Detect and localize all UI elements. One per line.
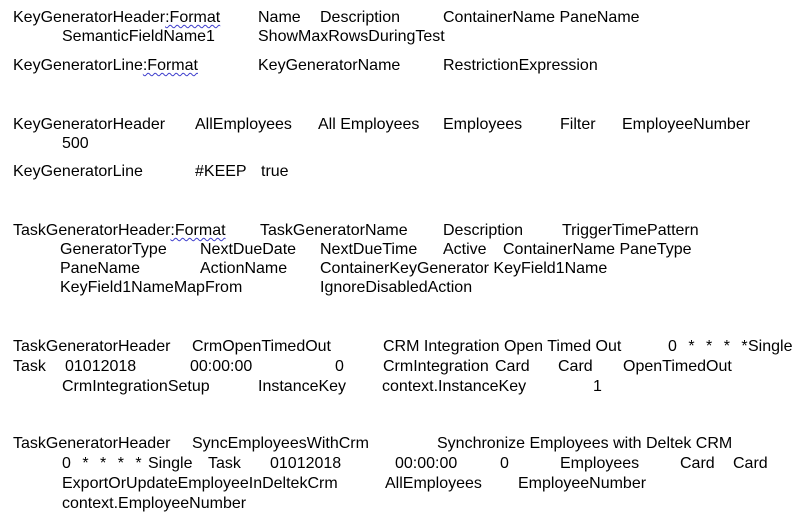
text-segment — [668, 337, 748, 356]
text-run: CrmIntegration — [383, 358, 489, 375]
text-line — [0, 221, 800, 240]
text-segment — [593, 377, 602, 396]
text-run: SemanticFieldName1 — [62, 28, 215, 45]
text-segment — [62, 494, 246, 513]
text-segment — [443, 8, 640, 27]
text-segment — [320, 259, 607, 278]
text-run: KeyGeneratorName — [258, 57, 401, 74]
text-segment — [443, 115, 522, 134]
text-segment — [195, 115, 292, 134]
text-run: 0 * * * * — [668, 338, 748, 355]
text-segment — [13, 115, 165, 134]
text-line — [0, 162, 800, 181]
text-line — [0, 8, 800, 27]
text-run: KeyField1NameMapFrom — [60, 279, 243, 296]
text-segment — [258, 8, 301, 27]
text-segment — [261, 162, 289, 181]
text-run: TaskGeneratorHeader — [13, 435, 171, 452]
text-segment — [60, 240, 167, 259]
text-run: ExportOrUpdateEmployeeInDeltekCrm — [62, 475, 338, 492]
text-run: true — [261, 163, 289, 180]
text-line — [0, 357, 800, 376]
text-run: KeyGeneratorLine — [13, 57, 143, 74]
text-segment — [258, 377, 346, 396]
text-run: EmployeeNumber — [622, 116, 751, 133]
text-run: All Employees — [318, 116, 420, 133]
spellcheck-squiggle-text: :Format — [170, 222, 226, 239]
text-segment — [13, 357, 46, 376]
text-run: KeyGeneratorLine — [13, 163, 143, 180]
text-run: Employees — [560, 455, 640, 472]
text-segment — [148, 454, 192, 473]
text-segment — [258, 56, 400, 75]
text-run: AllEmployees — [195, 116, 292, 133]
text-run: 01012018 — [65, 358, 137, 375]
text-run: PaneName — [60, 260, 141, 277]
text-segment — [62, 134, 89, 153]
text-segment — [622, 115, 750, 134]
text-line — [0, 377, 800, 396]
text-segment — [270, 454, 341, 473]
text-run: 01012018 — [270, 455, 342, 472]
text-line — [0, 434, 800, 453]
text-run: Task — [208, 455, 241, 472]
text-run: TaskGeneratorHeader — [13, 222, 171, 239]
text-run: Filter — [560, 116, 596, 133]
spellcheck-squiggle-text: :Format — [165, 9, 221, 26]
text-run: ContainerName PaneType — [503, 241, 692, 258]
text-run: Card — [733, 455, 768, 472]
text-run: context.EmployeeNumber — [62, 495, 247, 512]
text-line — [0, 56, 800, 75]
text-run: 00:00:00 — [395, 455, 458, 472]
text-run: ActionName — [200, 260, 288, 277]
text-segment — [443, 221, 523, 240]
text-segment — [623, 357, 732, 376]
text-run: 0 — [335, 358, 344, 375]
text-segment — [437, 434, 732, 453]
text-segment — [335, 357, 344, 376]
text-segment — [13, 162, 143, 181]
text-line — [0, 454, 800, 473]
text-segment — [60, 278, 242, 297]
text-segment — [13, 337, 170, 356]
text-segment — [13, 8, 220, 27]
text-segment — [383, 357, 489, 376]
text-segment — [680, 454, 715, 473]
text-segment — [62, 474, 338, 493]
text-line — [0, 240, 800, 259]
text-run: NextDueTime — [320, 241, 418, 258]
text-run: Single — [148, 455, 193, 472]
text-run: TriggerTimePattern — [562, 222, 699, 239]
text-run: Card — [558, 358, 593, 375]
text-run: ContainerName PaneName — [443, 9, 640, 26]
text-segment — [443, 240, 487, 259]
text-run: KeyGeneratorHeader — [13, 116, 166, 133]
text-segment — [208, 454, 241, 473]
text-run: Task — [13, 358, 46, 375]
text-segment — [748, 337, 792, 356]
text-run: NextDueDate — [200, 241, 297, 258]
text-run: CrmIntegrationSetup — [62, 378, 210, 395]
text-run: SyncEmployeesWithCrm — [192, 435, 369, 452]
text-segment — [62, 27, 215, 46]
text-segment — [562, 221, 699, 240]
text-run: IgnoreDisabledAction — [320, 279, 473, 296]
text-run: Description — [443, 222, 524, 239]
text-line — [0, 27, 800, 46]
text-segment — [500, 454, 509, 473]
text-run: Card — [495, 358, 530, 375]
text-segment — [385, 474, 482, 493]
text-run: #KEEP — [195, 163, 247, 180]
text-run: context.InstanceKey — [382, 378, 527, 395]
text-segment — [60, 259, 140, 278]
text-run: EmployeeNumber — [518, 475, 647, 492]
text-run: CRM Integration Open Timed Out — [383, 338, 622, 355]
text-segment — [382, 377, 526, 396]
text-run: TaskGeneratorHeader — [13, 338, 171, 355]
text-segment — [318, 115, 419, 134]
text-segment — [395, 454, 457, 473]
text-run: Employees — [443, 116, 523, 133]
text-segment — [443, 56, 598, 75]
text-segment — [495, 357, 530, 376]
text-segment — [200, 240, 296, 259]
text-segment — [62, 454, 142, 473]
text-segment — [192, 337, 331, 356]
text-line — [0, 134, 800, 153]
text-run: Card — [680, 455, 715, 472]
text-line — [0, 259, 800, 278]
text-run: 1 — [593, 378, 602, 395]
text-segment — [192, 434, 369, 453]
text-segment — [560, 115, 596, 134]
text-run: Single — [748, 338, 793, 355]
text-line — [0, 494, 800, 513]
text-segment — [733, 454, 768, 473]
text-run: KeyGeneratorHeader — [13, 9, 166, 26]
text-run: Description — [320, 9, 401, 26]
text-run: Active — [443, 241, 487, 258]
text-run: 500 — [62, 135, 89, 152]
text-run: OpenTimedOut — [623, 358, 732, 375]
text-segment — [320, 278, 472, 297]
text-run: CrmOpenTimedOut — [192, 338, 331, 355]
text-run: ContainerKeyGenerator KeyField1Name — [320, 260, 608, 277]
text-segment — [195, 162, 247, 181]
text-run: Name — [258, 9, 301, 26]
text-segment — [383, 337, 621, 356]
text-run: 00:00:00 — [190, 358, 253, 375]
text-run: RestrictionExpression — [443, 57, 598, 74]
text-segment — [558, 357, 593, 376]
text-line — [0, 337, 800, 356]
text-run: InstanceKey — [258, 378, 347, 395]
text-segment — [200, 259, 287, 278]
text-segment — [65, 357, 136, 376]
text-segment — [560, 454, 639, 473]
text-segment — [258, 27, 445, 46]
text-run: 0 * * * * — [62, 455, 142, 472]
text-segment — [518, 474, 646, 493]
text-segment — [190, 357, 252, 376]
text-run: 0 — [500, 455, 509, 472]
text-segment — [260, 221, 408, 240]
text-segment — [503, 240, 692, 259]
text-segment — [13, 56, 198, 75]
text-run: Synchronize Employees with Deltek CRM — [437, 435, 733, 452]
text-line — [0, 278, 800, 297]
text-segment — [13, 221, 226, 240]
text-segment — [13, 434, 170, 453]
text-line — [0, 474, 800, 493]
text-run: TaskGeneratorName — [260, 222, 408, 239]
text-segment — [62, 377, 210, 396]
spellcheck-squiggle-text: :Format — [142, 57, 198, 74]
text-run: AllEmployees — [385, 475, 482, 492]
text-line — [0, 115, 800, 134]
text-segment — [320, 8, 400, 27]
text-run: ShowMaxRowsDuringTest — [258, 28, 445, 45]
text-run: GeneratorType — [60, 241, 167, 258]
text-segment — [320, 240, 417, 259]
